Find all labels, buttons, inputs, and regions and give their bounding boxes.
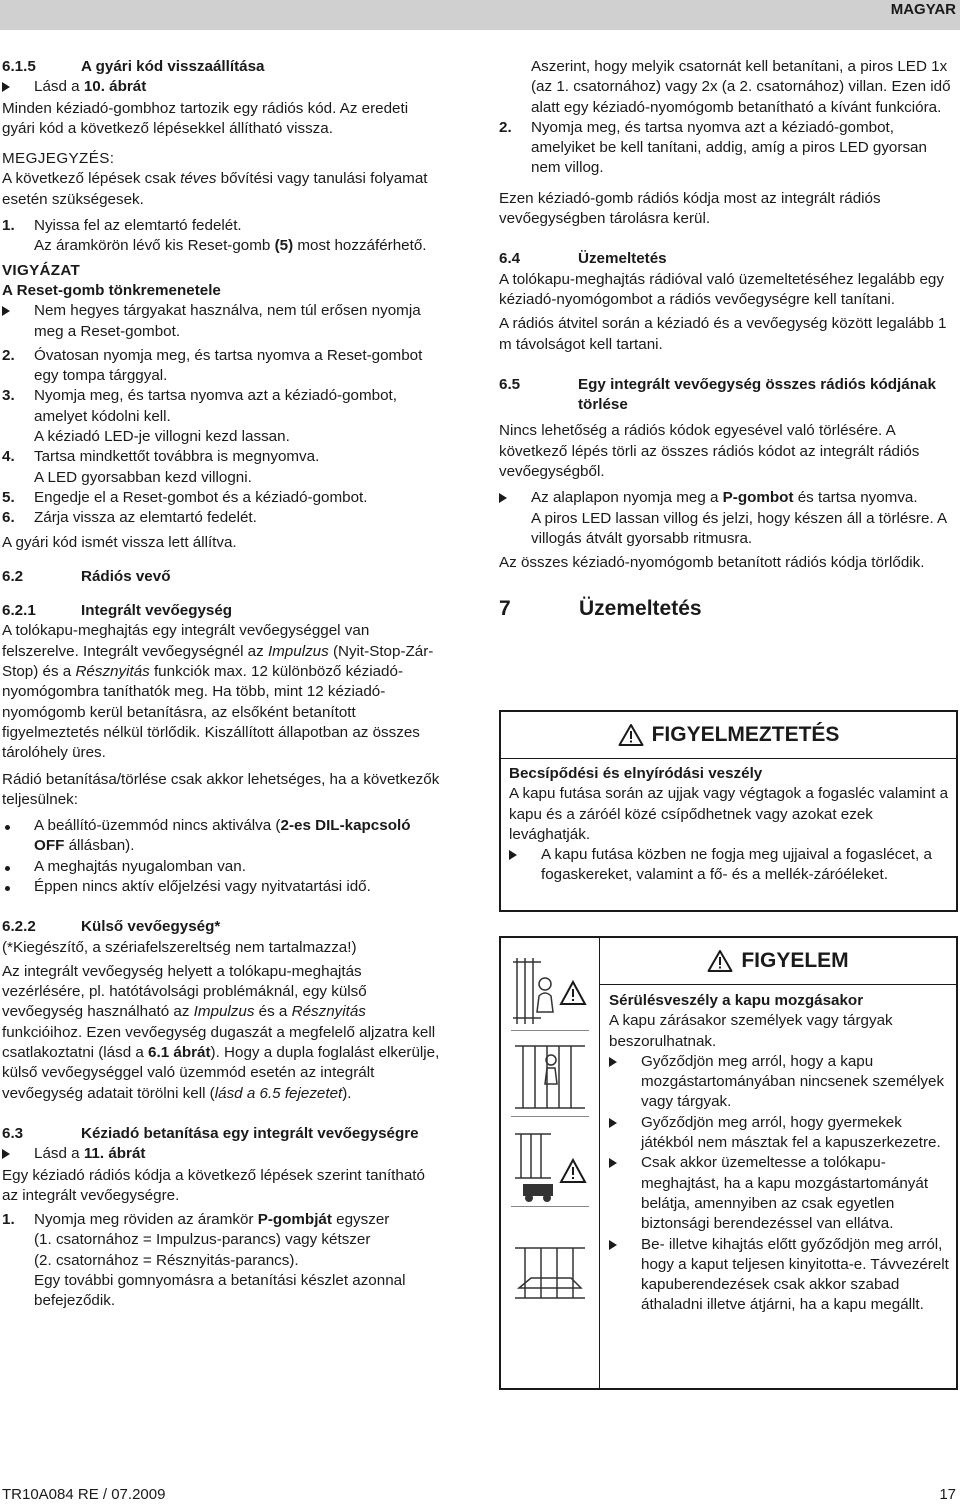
paragraph: Az integrált vevőegység helyett a tolókapu-meghajtás vezérlésére, pl. hatótávolsági problémáknál, egy külső vevőegység használható az Impulzus és a Résznyitás funkcióihoz. Ezen vevőegység dugaszát a megfelelő aljzatra kell csatlakoztatni (lásd a 6.1 ábrát). Hogy a dupla foglalást elkerülje, külső vevőegységgel való üzemmód esetén az integrált vevőegység adatait törölni kell (lásd a 6.5 fejezetet). [2,962,440,1102]
warning-title: FIGYELMEZTETÉS [651,722,840,746]
paragraph: Aszerint, hogy melyik csatornát kell betanítani, a piros LED 1x (az 1. csatornához) vagy 2x (a 2. csatornához) villan. Ezen idő alatt egy kéziadó-nyomógomb betanítható a kívánt funkcióra. [531,58,951,116]
section-heading-6-1-5: 6.1.5 A gyári kód visszaállítása [2,58,265,75]
arrow-bullet-icon [2,82,10,92]
paragraph: A rádiós átvitel során a kéziadó és a vevőegység között legalább 1 m távolságot kell tartani. [499,315,947,353]
vehicle-at-gate-icon [511,1238,589,1316]
step-4: 4. Tartsa mindkettőt továbbra is megnyomva. A LED gyorsabban kezd villogni. [2,448,320,486]
section-heading-6-3: 6.3 Kéziadó betanítása egy integrált vevőegységre [2,1124,419,1142]
warning-triangle-icon [618,723,644,747]
step-3: 3. Nyomja meg, és tartsa nyomva azt a kéziadó-gombot, amelyet kódolni kell. A kéziadó LED-je villogni kezd lassan. [2,387,397,446]
document-code: TR10A084 RE / 07.2009 [2,1486,166,1503]
toy-under-gate-icon [511,1128,589,1207]
step-6: 6. Zárja vissza az elemtartó fedelét. [2,509,257,527]
caution-title: FIGYELEM [741,948,849,972]
page-number: 17 [939,1486,956,1503]
caution-item: Nem hegyes tárgyakat használva, nem túl erősen nyomja meg a Reset-gombot. [2,301,444,342]
arrow-bullet-icon [2,306,10,316]
paragraph: Rádió betanítása/törlése csak akkor lehetséges, ha a következők teljesülnek: [2,770,440,808]
section-heading-6-2-2: 6.2.2 Külső vevőegység* [2,918,221,936]
paragraph: Minden kéziadó-gombhoz tartozik egy rádiós kód. Az eredeti gyári kód a következő lépésekkel állítható vissza. [2,99,409,137]
header-bar [0,0,960,30]
caution-box [499,936,958,1390]
caution-item: Be- illetve kihajtás előtt győződjön meg arról, hogy a kaput teljesen kinyitotta-e. Távvezérelt kapuberendezések csak akkor szabad áthaladni illetve átjárni, ha a kapu megállt. [609,1235,949,1316]
caution-label: VIGYÁZAT [2,261,81,279]
language-label: MAGYAR [890,1,956,18]
chapter-heading-7: 7 Üzemeltetés [499,596,702,620]
warning-item: A kapu futása közben ne fogja meg ujjaival a fogaslécet, a fogaskereket, valamint a fő- és a mellék-záróéleket. [509,845,948,886]
arrow-bullet-icon [2,1149,10,1159]
note-text: A következő lépések csak téves bővítési vagy tanulási folyamat esetén szükségesek. [2,170,428,208]
step-1: 1. Nyissa fel az elemtartó fedelét. Az áramkörön lévő kis Reset-gomb (5) most hozzáférhető. [2,217,427,255]
child-at-gate-icon [511,952,589,1031]
paragraph: Ezen kéziadó-gomb rádiós kódja most az integrált rádiós vevőegységben tárolásra kerül. [499,189,881,228]
section-heading-6-5: 6.5 Egy integrált vevőegység összes rádiós kódjának törlése [499,375,936,414]
paragraph: Egy kéziadó rádiós kódja a következő lépések szerint tanítható az integrált vevőegységre. [2,1166,425,1204]
list-item: A meghajtás nyugalomban van. [2,857,444,877]
bullet-dot-icon [5,825,10,830]
bullet-dot-icon [5,886,10,891]
caution-subtitle: Sérülésveszély a kapu mozgásakor [609,992,864,1009]
page-footer [2,1482,956,1508]
warning-triangle-icon [707,949,733,973]
list-item: Az alaplapon nyomja meg a P-gombot és tartsa nyomva. A piros LED lassan villog és jelzi, hogy készen áll a törlésre. A villogás átvált gyorsabb ritmusra. [499,488,957,549]
paragraph: (*Kiegészítő, a szériafelszereltség nem tartalmazza!) [2,938,357,956]
caution-item: Csak akkor üzemeltesse a tolókapu-meghajtást, ha a kapu mozgástartományát belátja, amennyiben az csak egyetlen biztonsági berendezéssel van ellátva. [609,1153,949,1234]
list-item: Éppen nincs aktív előjelzési vagy nyitvatartási idő. [2,877,444,897]
arrow-bullet-icon [609,1158,617,1168]
step-2: 2. Nyomja meg, és tartsa nyomva azt a kéziadó-gombot, amelyiket be kell tanítani, addig, amíg a piros LED gyorsan nem villog. [499,118,927,177]
caution-text: A kapu zárásakor személyek vagy tárgyak beszorulhatnak. [609,1012,893,1050]
warning-box [499,710,958,912]
list-item: A beállító-üzemmód nincs aktiválva (2-es DIL-kapcsoló OFF állásban). [2,816,444,857]
step-1: 1. Nyomja meg röviden az áramkör P-gombját egyszer (1. csatornához = Impulzus-parancs) vagy kétszer (2. csatornához = Résznyitás-parancs). Egy további gomnyomásra a betanítási készlet azonnal befejeződik. [2,1211,406,1310]
right-column [499,57,957,622]
warning-subtitle: Becsípődési és elnyíródási veszély [509,765,763,782]
child-climbing-gate-icon [511,1038,589,1117]
step-2: 2. Óvatosan nyomja meg, és tartsa nyomva a Reset-gombot egy tompa tárggyal. [2,346,423,385]
section-heading-6-4: 6.4 Üzemeltetés [499,250,667,268]
paragraph: Nincs lehetőség a rádiós kódok egyesével való törlésére. A következő lépés törli az összes rádiós kódot az integrált rádiós vevőegységből. [499,422,920,481]
pictogram-column [501,938,600,1388]
arrow-bullet-icon [509,850,517,860]
paragraph: Az összes kéziadó-nyomógomb betanított rádiós kódja törlődik. [499,554,925,572]
left-column [2,57,444,1312]
paragraph: A tolókapu-meghajtás rádióval való üzemeltetéséhez legalább egy kéziadó-nyomógombot a rádiós vevőegységre kell tanítani. [499,270,944,308]
section-heading-6-2-1: 6.2.1 Integrált vevőegység [2,602,233,620]
bullet-dot-icon [5,866,10,871]
arrow-bullet-icon [609,1240,617,1250]
caution-header [600,938,956,985]
warning-text: A kapu futása során az ujjak vagy végtagok a fogasléc valamint a kapu és a záróél közé csípődhetnek vagy azokat ezek levághatják. [509,785,949,843]
see-figure-11: Lásd a 11. ábrát [2,1144,444,1165]
warning-header [501,712,956,759]
caution-title: A Reset-gomb tönkremenetele [2,281,221,299]
caution-item: Győződjön meg arról, hogy a kapu mozgástartományában nincsenek személyek vagy tárgyak. [609,1052,949,1113]
see-figure-10: Lásd a 10. ábrát [2,77,444,98]
step-5: 5. Engedje el a Reset-gombot és a kéziadó-gombot. [2,488,368,506]
caution-item: Győződjön meg arról, hogy gyermekek játékból nem másztak fel a kapuszerkezetre. [609,1113,949,1154]
restored-text: A gyári kód ismét vissza lett állítva. [2,533,237,551]
arrow-bullet-icon [499,493,507,503]
note-label: MEGJEGYZÉS: [2,150,115,168]
arrow-bullet-icon [609,1118,617,1128]
paragraph: A tolókapu-meghajtás egy integrált vevőegységgel van felszerelve. Integrált vevőegységnél az Impulzus (Nyit-Stop-Zár-Stop) és a Résznyitás funkciók max. 12 különböző kéziadó-nyomógombra taníthatók meg. Ha több, mint 12 kéziadó-nyomógomb kerül betanításra, az elsőként betanított figyelmeztetés nélkül törlődik. Kiszállított állapotban az összes tárolóhely üres. [2,622,434,762]
arrow-bullet-icon [609,1057,617,1067]
section-heading-6-2: 6.2 Rádiós vevő [2,567,171,585]
